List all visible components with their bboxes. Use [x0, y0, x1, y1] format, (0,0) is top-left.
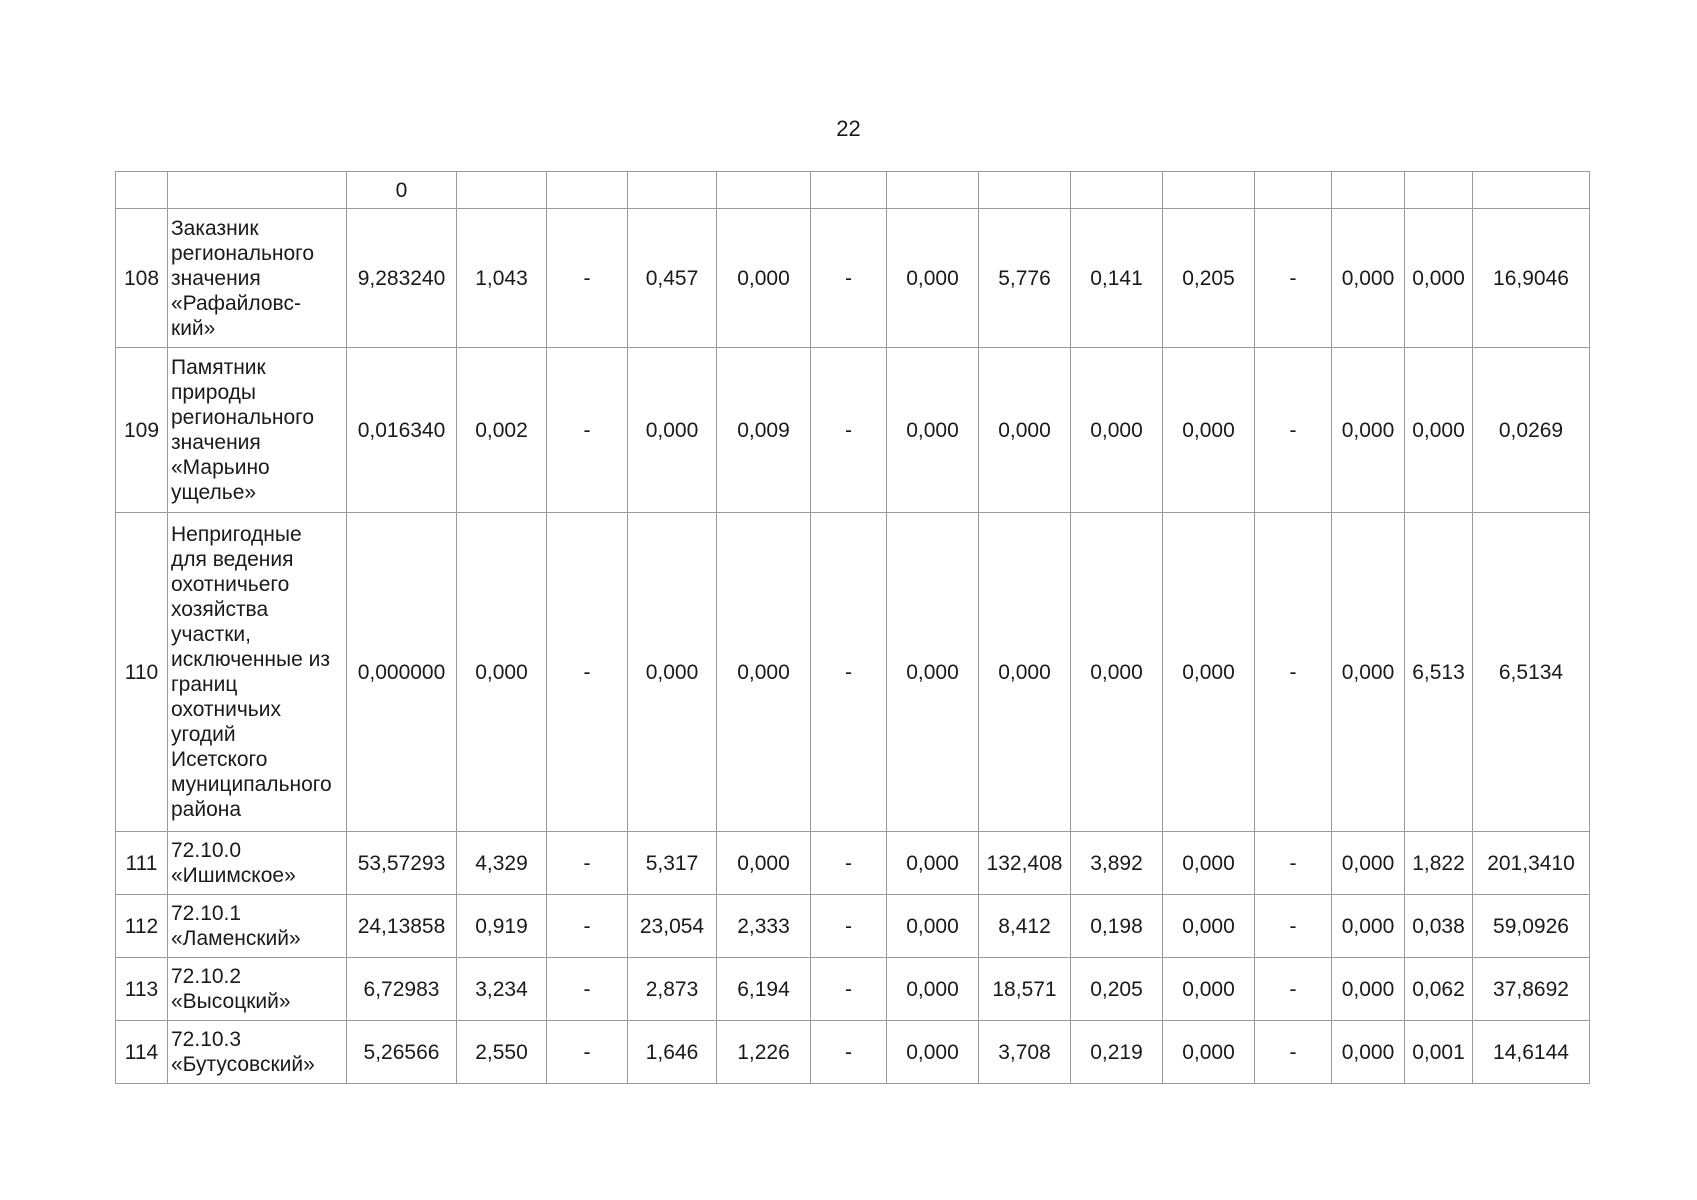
value-cell: -	[1255, 209, 1332, 348]
value-cell: -	[811, 209, 887, 348]
value-cell: 6,513	[1405, 513, 1473, 832]
value-cell: 0,062	[1405, 958, 1473, 1021]
value-cell: 0,000	[1163, 895, 1255, 958]
value-cell: 16,9046	[1473, 209, 1590, 348]
row-name-line: границ	[171, 673, 238, 696]
row-name-line: 72.10.0	[171, 839, 242, 862]
value-cell: 0,000	[1405, 348, 1473, 513]
value-cell: 0,198	[1071, 895, 1163, 958]
table-row	[116, 348, 1590, 513]
header-cell	[547, 172, 628, 209]
row-name-line: природы	[171, 381, 257, 404]
row-name-line: для ведения	[171, 548, 294, 571]
header-cell	[168, 172, 347, 209]
row-name-line: «Ламенский»	[171, 927, 301, 950]
table-row	[116, 513, 1590, 832]
header-cell	[717, 172, 811, 209]
value-cell: 59,0926	[1473, 895, 1590, 958]
row-name-line: «Бутусовский»	[171, 1053, 315, 1076]
value-cell: 0,000	[887, 895, 979, 958]
value-cell: -	[811, 958, 887, 1021]
value-cell: 1,646	[628, 1021, 717, 1084]
table-row	[116, 958, 1590, 1021]
header-cell	[1405, 172, 1473, 209]
value-cell: 0,009	[717, 348, 811, 513]
row-name	[168, 209, 347, 348]
value-cell: -	[1255, 895, 1332, 958]
row-name-line: «Высоцкий»	[171, 990, 291, 1013]
value-cell: 14,6144	[1473, 1021, 1590, 1084]
value-cell: 0,000	[628, 513, 717, 832]
data-table	[115, 171, 1590, 1084]
row-name-line: регионального	[171, 406, 315, 429]
value-cell: 0,000	[1163, 832, 1255, 895]
value-cell: 5,776	[979, 209, 1071, 348]
value-cell: -	[547, 895, 628, 958]
header-cell	[628, 172, 717, 209]
value-cell: 6,72983	[347, 958, 457, 1021]
header-cell	[1473, 172, 1590, 209]
row-number: 113	[116, 958, 168, 1021]
value-cell: 0,000000	[347, 513, 457, 832]
value-cell: 0,000	[1332, 1021, 1405, 1084]
row-name-line: Заказник	[171, 216, 259, 240]
row-name-line: участки,	[171, 623, 251, 646]
value-cell: 0,000	[1332, 348, 1405, 513]
header-cell	[1255, 172, 1332, 209]
value-cell: 2,550	[457, 1021, 547, 1084]
row-name-line: муниципального	[171, 773, 332, 796]
value-cell: 0,002	[457, 348, 547, 513]
table-row	[116, 832, 1590, 895]
row-name	[168, 1021, 347, 1084]
header-row	[116, 172, 1590, 209]
value-cell: 0,038	[1405, 895, 1473, 958]
row-name-line: «Рафайловс-	[171, 291, 301, 315]
row-name-line: охотничьего	[171, 573, 290, 596]
row-name-line: «Ишимское»	[171, 864, 296, 887]
row-name-line: 72.10.1	[171, 902, 242, 925]
value-cell: 23,054	[628, 895, 717, 958]
row-number: 112	[116, 895, 168, 958]
value-cell: 0,000	[1332, 958, 1405, 1021]
value-cell: 1,043	[457, 209, 547, 348]
row-name-line: Памятник	[171, 356, 266, 379]
value-cell: 3,234	[457, 958, 547, 1021]
value-cell: 0,001	[1405, 1021, 1473, 1084]
header-cell	[979, 172, 1071, 209]
header-cell	[887, 172, 979, 209]
page-number: 22	[836, 116, 861, 141]
value-cell: 53,57293	[347, 832, 457, 895]
value-cell: 0,000	[1332, 209, 1405, 348]
value-cell: 1,822	[1405, 832, 1473, 895]
value-cell: 0,000	[1163, 348, 1255, 513]
value-cell: 0,000	[1163, 1021, 1255, 1084]
row-name-line: угодий	[171, 723, 236, 746]
value-cell: -	[811, 513, 887, 832]
value-cell: 18,571	[979, 958, 1071, 1021]
value-cell: 6,5134	[1473, 513, 1590, 832]
value-cell: -	[1255, 832, 1332, 895]
value-cell: -	[547, 1021, 628, 1084]
value-cell: 0,219	[1071, 1021, 1163, 1084]
row-number: 108	[116, 209, 168, 348]
value-cell: -	[547, 209, 628, 348]
value-cell: 0,000	[717, 513, 811, 832]
value-cell: 0,000	[1332, 832, 1405, 895]
value-cell: 0,141	[1071, 209, 1163, 348]
value-cell: 0,000	[1163, 513, 1255, 832]
row-name-line: регионального	[171, 241, 315, 265]
row-name-line: Исетского	[171, 748, 268, 771]
row-name	[168, 832, 347, 895]
value-cell: 3,708	[979, 1021, 1071, 1084]
header-cell	[1163, 172, 1255, 209]
value-cell: 0,000	[887, 958, 979, 1021]
value-cell: 0,205	[1071, 958, 1163, 1021]
header-cell	[811, 172, 887, 209]
row-name-line: исключенные из	[171, 648, 330, 671]
value-cell: 0,000	[1332, 513, 1405, 832]
value-cell: 0,000	[1071, 348, 1163, 513]
value-cell: 5,26566	[347, 1021, 457, 1084]
value-cell: 0,000	[887, 832, 979, 895]
header-cell: 0	[347, 172, 457, 209]
row-name-line: «Марьино	[171, 456, 270, 479]
value-cell: -	[1255, 348, 1332, 513]
value-cell: 5,317	[628, 832, 717, 895]
row-name	[168, 958, 347, 1021]
row-number: 109	[116, 348, 168, 513]
value-cell: 9,283240	[347, 209, 457, 348]
value-cell: -	[1255, 513, 1332, 832]
row-name-line: района	[171, 798, 242, 821]
value-cell: 0,000	[717, 832, 811, 895]
table-row	[116, 1021, 1590, 1084]
value-cell: 0,000	[887, 513, 979, 832]
value-cell: 0,000	[979, 513, 1071, 832]
value-cell: 0,919	[457, 895, 547, 958]
value-cell: 0,000	[887, 348, 979, 513]
value-cell: 1,226	[717, 1021, 811, 1084]
value-cell: 8,412	[979, 895, 1071, 958]
value-cell: 0,016340	[347, 348, 457, 513]
value-cell: 0,000	[887, 209, 979, 348]
row-name-line: кий»	[171, 316, 216, 340]
row-name-line: 72.10.3	[171, 1028, 242, 1051]
row-name-line: значения	[171, 266, 261, 290]
value-cell: 0,000	[1405, 209, 1473, 348]
value-cell: 0,000	[717, 209, 811, 348]
value-cell: 132,408	[979, 832, 1071, 895]
value-cell: 0,000	[1332, 895, 1405, 958]
value-cell: 0,000	[1071, 513, 1163, 832]
value-cell: 3,892	[1071, 832, 1163, 895]
header-cell	[457, 172, 547, 209]
value-cell: 201,3410	[1473, 832, 1590, 895]
row-name-line: значения	[171, 431, 261, 454]
table-row	[116, 209, 1590, 348]
row-name	[168, 513, 347, 832]
row-number: 111	[116, 832, 168, 895]
value-cell: -	[1255, 1021, 1332, 1084]
table-row	[116, 895, 1590, 958]
value-cell: -	[547, 348, 628, 513]
value-cell: 2,333	[717, 895, 811, 958]
value-cell: 0,000	[979, 348, 1071, 513]
value-cell: -	[1255, 958, 1332, 1021]
value-cell: 2,873	[628, 958, 717, 1021]
header-cell	[1332, 172, 1405, 209]
row-number: 110	[116, 513, 168, 832]
row-name-line: 72.10.2	[171, 965, 242, 988]
value-cell: -	[547, 832, 628, 895]
value-cell: 0,000	[457, 513, 547, 832]
value-cell: 0,000	[887, 1021, 979, 1084]
value-cell: -	[811, 832, 887, 895]
value-cell: 4,329	[457, 832, 547, 895]
row-name-line: Непригодные	[171, 523, 302, 546]
value-cell: -	[811, 348, 887, 513]
value-cell: 0,457	[628, 209, 717, 348]
value-cell: 0,000	[1163, 958, 1255, 1021]
value-cell: 0,205	[1163, 209, 1255, 348]
value-cell: -	[547, 958, 628, 1021]
value-cell: -	[811, 895, 887, 958]
row-name	[168, 348, 347, 513]
value-cell: 0,000	[628, 348, 717, 513]
header-cell	[116, 172, 168, 209]
value-cell: 0,0269	[1473, 348, 1590, 513]
value-cell: -	[811, 1021, 887, 1084]
row-name-line: охотничьих	[171, 698, 281, 721]
header-cell	[1071, 172, 1163, 209]
value-cell: 6,194	[717, 958, 811, 1021]
row-number: 114	[116, 1021, 168, 1084]
value-cell: -	[547, 513, 628, 832]
value-cell: 24,13858	[347, 895, 457, 958]
row-name	[168, 895, 347, 958]
row-name-line: хозяйства	[171, 598, 269, 621]
value-cell: 37,8692	[1473, 958, 1590, 1021]
row-name-line: ущелье»	[171, 481, 257, 504]
